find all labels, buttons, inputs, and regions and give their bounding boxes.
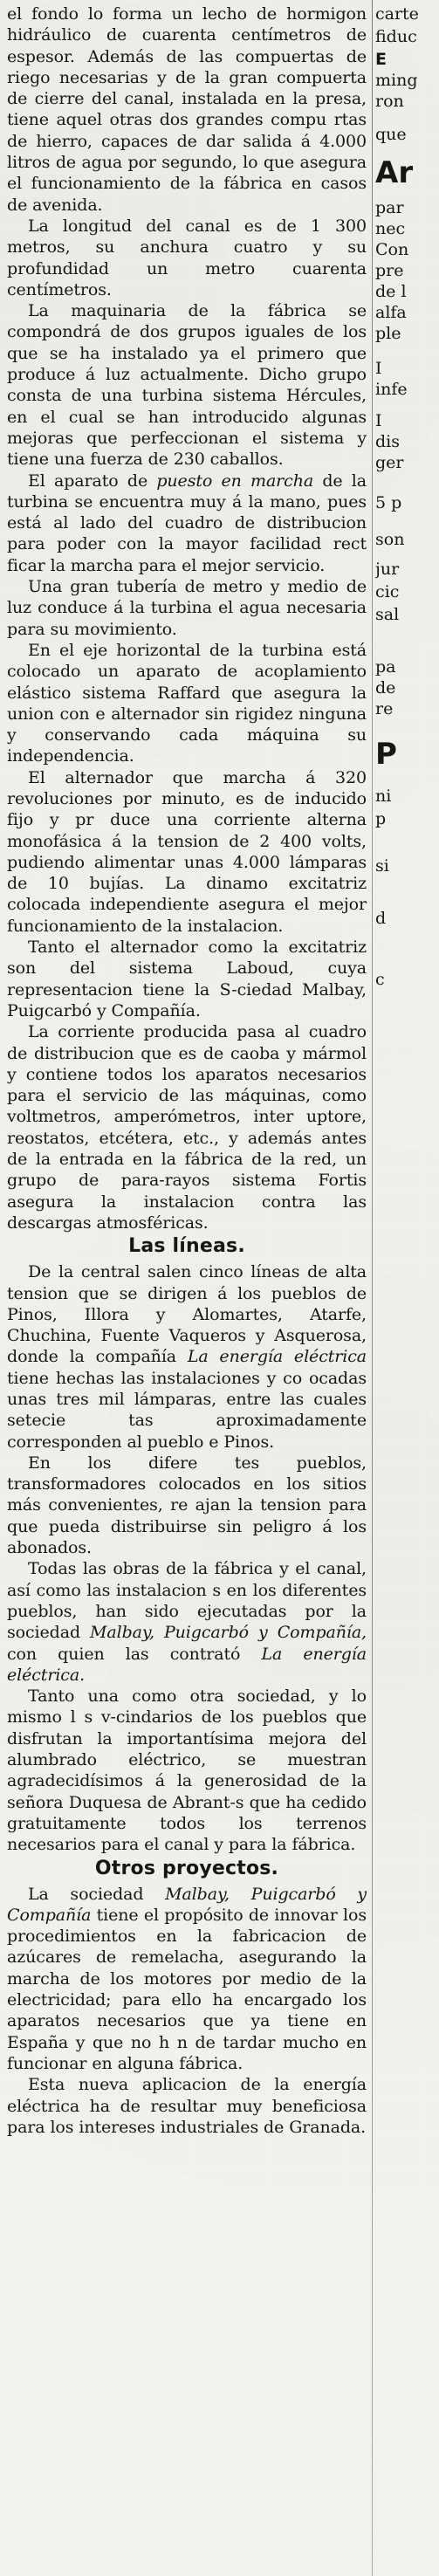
article-column bbox=[7, 3, 367, 2138]
paragraph-lineas-alta-tension bbox=[7, 1261, 367, 1453]
adjacent-column-fragment: sal bbox=[375, 605, 400, 624]
adjacent-column-fragment: Con bbox=[375, 240, 409, 259]
italic-segment: La energía eléctrica bbox=[187, 1347, 367, 1367]
adjacent-column-fragment: ger bbox=[375, 453, 404, 472]
paragraph-acoplamiento: En el eje horizontal de la turbina está colocado un aparato de acoplamiento elástico sistema Raffard que asegura la union con e alternador sin rigidez ninguna y conservando cada máquina su independencia. bbox=[7, 640, 367, 766]
adjacent-column-fragment: P bbox=[375, 737, 397, 772]
adjacent-column-fragment: jur bbox=[375, 560, 400, 579]
text-segment: de la turbina se encuentra muy á la mano, pues está al lado del cuadro de distribucion para poder con la mayor facilidad rect ficar la marcha para el mejor servicio. bbox=[7, 471, 367, 575]
adjacent-column-fragment: alfa bbox=[375, 303, 407, 322]
text-segment: tiene hechas las instalaciones y co ocadas unas tres mil lámparas, entre las cuales setecie tas aproximadamente corresponden al pueblo e Pinos. bbox=[7, 1368, 367, 1452]
adjacent-column-fragment: que bbox=[375, 125, 407, 144]
paragraph-alternador: El alternador que marcha á 320 revoluciones por minuto, es de inducido fijo y pr duce una corriente alterna monofásica á la tension de 2 400 volts, pudiendo alimentar unas 4.000 lámparas de 10 bujías. La dinamo excitatriz colocada independiente asegura el mejor funcionamiento de la instalacion. bbox=[7, 767, 367, 936]
paragraph-puesta-en-marcha bbox=[7, 471, 367, 576]
section-heading-proyectos: Otros proyectos. bbox=[94, 1857, 279, 1879]
italic-segment: puesto en marcha bbox=[156, 471, 314, 491]
text-segment: De la central salen cinco líneas de alta tension que se dirigen á los pueblos de Pinos, Illora y Alomartes, Atarfe, Chuchina, Fuente Vaqueros y Asquerosa, donde la compañía bbox=[7, 1262, 367, 1367]
adjacent-column-fragment: ni bbox=[375, 787, 392, 806]
adjacent-column-fragment: dis bbox=[375, 432, 400, 451]
paragraph-canal-length: La longitud del canal es de 1 300 metros, su anchura cuatro y su profundidad un metro cuarenta centímetros. bbox=[7, 216, 367, 299]
adjacent-column-fragment: cic bbox=[375, 582, 400, 601]
adjacent-column-fragment: c bbox=[375, 970, 385, 989]
adjacent-column-fragment: nec bbox=[375, 219, 406, 238]
adjacent-column-fragment: re bbox=[375, 699, 394, 718]
adjacent-column-fragment: son bbox=[375, 530, 405, 549]
italic-segment: Malbay, Puigcarbó y Compañía bbox=[7, 1884, 367, 1925]
adjacent-column-fragment: si bbox=[375, 856, 389, 876]
adjacent-column-fragment: pre bbox=[375, 261, 404, 280]
adjacent-column-fragment: infe bbox=[375, 380, 408, 399]
italic-segment: Malbay, Puigcarbó y Compañía, bbox=[90, 1623, 367, 1643]
section-heading-lineas: Las líneas. bbox=[128, 1235, 245, 1258]
adjacent-column-fragment: ron bbox=[375, 92, 404, 111]
adjacent-column-fragment: 5 p bbox=[375, 493, 402, 512]
paragraph-transformadores: En los difere tes pueblos, transformadores colocados en los sitios más convenientes, re ajan la tension para que pueda distribuirse sin peligro á los abonados. bbox=[7, 1453, 367, 1558]
text-segment: con quien las contrató bbox=[7, 1644, 262, 1664]
text-segment: Todas las obras de la fábrica y el canal, así como las instalacion s en los diferentes pueblos, han sido ejecutadas por la sociedad bbox=[7, 1559, 367, 1643]
adjacent-column-fragments bbox=[375, 0, 439, 2576]
italic-segment: La energía eléctrica. bbox=[7, 1644, 367, 1685]
text-segment: El aparato de bbox=[28, 471, 157, 491]
adjacent-column-fragment: pa bbox=[375, 657, 396, 677]
adjacent-column-fragment: d bbox=[375, 909, 387, 928]
paragraph-excitatriz: Tanto el alternador como la excitatriz son del sistema Laboud, cuya representacion tiene la S-ciedad Malbay, Puigcarbó y Compañía. bbox=[7, 938, 367, 1020]
paragraph-agradecimiento: Tanto una como otra sociedad, y lo mismo l s v-cindarios de los pueblos que disfrutan la importantísima mejora del alumbrado eléctrico, se muestran agradecidísimos á la generosidad de la señora Duquesa de Abrant-s que ha cedido gratuitamente todos los terrenos necesarios para el canal y para la fábrica. bbox=[7, 1686, 367, 1855]
adjacent-column-fragment: par bbox=[375, 198, 404, 217]
adjacent-column-fragment: p bbox=[375, 809, 387, 828]
adjacent-column-fragment: ple bbox=[375, 324, 401, 343]
text-segment: tiene el propósito de innovar los procedimientos en la fabricacion de azúcares de remelacha, asegurando la marcha de los motores por medio de la electricidad; para ello ha encargado los aparatos necesarios que ya tiene en España y que no h n de tardar mucho en funcionar en alguna fábrica. bbox=[7, 1905, 367, 2073]
adjacent-column-fragment: de l bbox=[375, 282, 407, 301]
paragraph-cuadro-distribucion: La corriente producida pasa al cuadro de distribucion que es de caoba y mármol y contiene todos los aparatos necesarios para el servicio de las máquinas, como voltmetros, amperómetros, inter uptore, reostatos, etcétera, etc., y además antes de la entrada en la fábrica de la red, un grupo de para-rayos sistema Fortis asegura la instalacion contra las descargas atmosféricas. bbox=[7, 1022, 367, 1233]
adjacent-column-fragment: de bbox=[375, 678, 396, 697]
adjacent-column-fragment: fiduc bbox=[375, 27, 417, 46]
paragraph-intro-1: el fondo lo forma un lecho de hormigon hidráulico de cuarenta centímetros de espesor. Además de las compuertas de riego necesarias y de la gran compuerta de cierre del canal, instalada en la presa, tiene aquel otras dos grandes compu rtas de hierro, capaces de dar salida á 4.000 litros de agua por segundo, lo que asegura el funcionamiento de la fábrica en casos de avenida. bbox=[7, 4, 367, 215]
adjacent-column-fragment: I bbox=[375, 411, 382, 430]
paragraph-proyectos-remolacha bbox=[7, 1884, 367, 2075]
column-divider bbox=[372, 0, 373, 2576]
adjacent-column-fragment: Ar bbox=[375, 155, 414, 190]
adjacent-column-fragment: E bbox=[375, 50, 387, 69]
adjacent-column-fragment: ming bbox=[375, 71, 418, 90]
adjacent-column-fragment: carte bbox=[375, 4, 419, 24]
text-segment: La sociedad bbox=[28, 1884, 166, 1904]
adjacent-column-fragment: I bbox=[375, 359, 382, 378]
paragraph-obras bbox=[7, 1558, 367, 1686]
paragraph-aplicacion-final: Esta nueva aplicacion de la energía eléctrica ha de resultar muy beneficiosa para los intereses industriales de Granada. bbox=[7, 2075, 367, 2137]
paragraph-tuberia: Una gran tubería de metro y medio de luz conduce á la turbina el agua necesaria para su movimiento. bbox=[7, 577, 367, 639]
paragraph-machinery: La maquinaria de la fábrica se compondrá de dos grupos iguales de los que se ha instalado ya el primero que produce á luz actualmente. Dicho grupo consta de una turbina sistema Hércules, en el cual se han introducido algunas mejoras que perfeccionan el sistema y tiene una fuerza de 230 caballos. bbox=[7, 301, 367, 470]
